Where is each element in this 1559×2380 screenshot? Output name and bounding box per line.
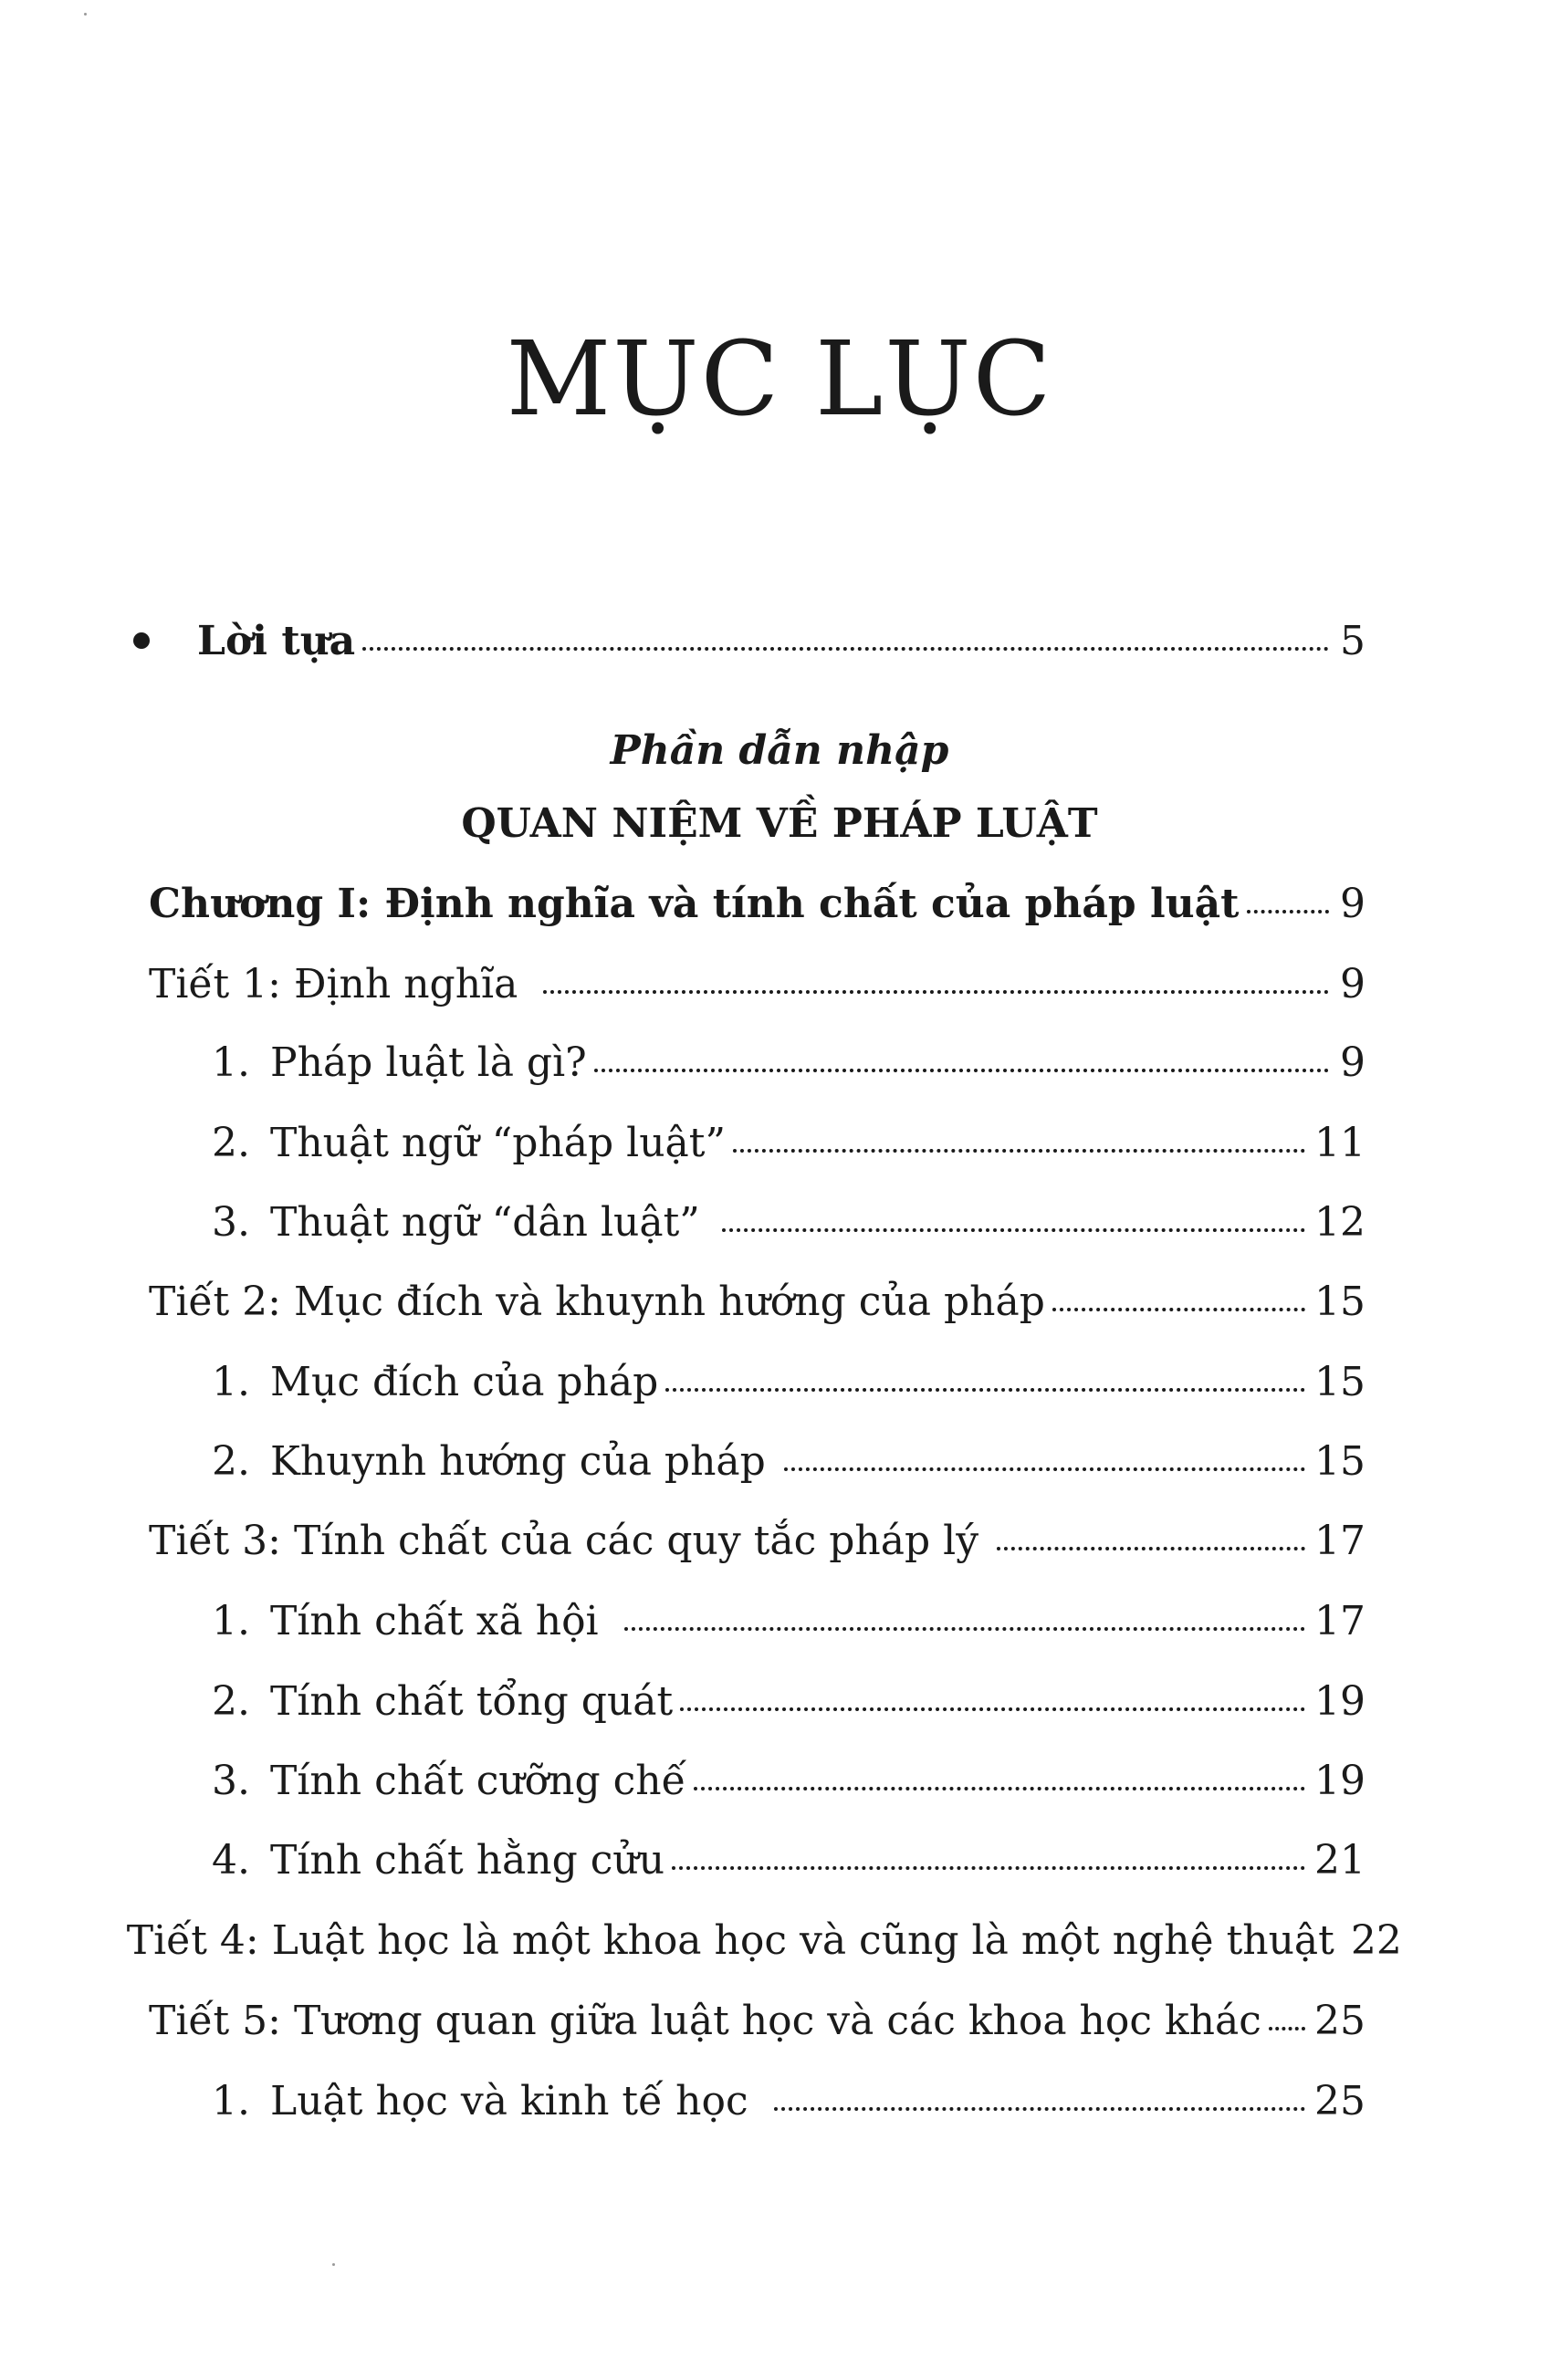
toc-entry-number: 4. [212, 1837, 250, 1884]
toc-entry-label: Luật học và kinh tế học [270, 2078, 748, 2124]
toc-entry-label: Tính chất hằng cửu [270, 1837, 665, 1884]
dot-leader [543, 981, 1329, 994]
toc-entry-item [0, 1749, 1559, 1813]
bullet-icon [133, 632, 150, 649]
dot-leader [680, 1698, 1305, 1711]
toc-entry-label: Tiết 4: Luật học là một khoa học và cũng là một nghệ thuật [126, 1917, 1334, 1964]
toc-entry-label: Tiết 5: Tương quan giữa luật học và các khoa học khác [149, 1998, 1261, 2044]
paper-speck [84, 13, 87, 16]
toc-entry-preface [0, 610, 1559, 673]
toc-entry-number: 2. [212, 1678, 250, 1725]
dot-leader [997, 1538, 1305, 1550]
toc-entry-item [0, 1351, 1559, 1414]
toc-entry-label: Lời tựa [197, 618, 356, 664]
toc-entry-page: 25 [1314, 1998, 1365, 2044]
toc-entry-page: 25 [1314, 2078, 1365, 2124]
toc-entry-item [0, 1670, 1559, 1734]
dot-leader [624, 1618, 1305, 1631]
toc-entry-page: 9 [1340, 961, 1365, 1007]
dot-leader [1247, 901, 1330, 913]
dot-leader [1052, 1299, 1305, 1311]
toc-entry-page: 9 [1340, 1039, 1365, 1086]
toc-entry-label: Tiết 1: Định nghĩa [149, 961, 518, 1007]
toc-entry-page: 19 [1314, 1758, 1365, 1804]
toc-entry-label: Chương I: Định nghĩa và tính chất của pháp luật [149, 881, 1240, 927]
dot-leader [1269, 2018, 1305, 2030]
toc-entry-section [0, 1909, 1559, 1973]
toc-entry-label: Pháp luật là gì? [270, 1039, 587, 1086]
toc-entry-item [0, 1590, 1559, 1654]
dot-leader [362, 638, 1329, 651]
toc-entry-label: Tính chất cưỡng chế [270, 1758, 686, 1804]
toc-entry-label: Tiết 2: Mục đích và khuynh hướng của pháp [149, 1279, 1045, 1325]
page-title: MỤC LỤC [506, 320, 1053, 439]
toc-entry-page: 15 [1314, 1438, 1365, 1485]
toc-entry-label: Thuật ngữ “pháp luật” [270, 1120, 726, 1166]
toc-entry-page: 22 [1350, 1917, 1402, 1964]
toc-entry-item [0, 1829, 1559, 1893]
toc-entry-section [0, 1270, 1559, 1334]
toc-entry-number: 3. [212, 1758, 250, 1804]
dot-leader [672, 1857, 1305, 1870]
dot-leader [594, 1060, 1329, 1072]
toc-entry-item [0, 2070, 1559, 2134]
toc-entry-number: 3. [212, 1199, 250, 1246]
toc-entry-item [0, 1031, 1559, 1095]
toc-entry-label: Khuynh hướng của pháp [270, 1438, 766, 1485]
toc-entry-label: Thuật ngữ “dân luật” [270, 1199, 700, 1246]
dot-leader [784, 1458, 1305, 1471]
toc-entry-page: 5 [1340, 618, 1365, 664]
part-label: Phần dẫn nhập [610, 727, 949, 774]
toc-entry-number: 1. [212, 1039, 250, 1086]
toc-entry-section [0, 1509, 1559, 1573]
toc-entry-page: 19 [1314, 1678, 1365, 1725]
dot-leader [774, 2098, 1305, 2111]
toc-entry-number: 2. [212, 1120, 250, 1166]
toc-entry-page: 15 [1314, 1279, 1365, 1325]
toc-entry-page: 17 [1314, 1518, 1365, 1564]
toc-entry-label: Tiết 3: Tính chất của các quy tắc pháp lý [149, 1518, 979, 1564]
part-heading: QUAN NIỆM VỀ PHÁP LUẬT [461, 800, 1098, 847]
dot-leader [733, 1140, 1305, 1153]
toc-entry-chapter-1 [0, 872, 1559, 936]
dot-leader [665, 1379, 1305, 1392]
toc-entry-section [0, 953, 1559, 1017]
toc-entry-number: 1. [212, 1598, 250, 1644]
toc-entry-page: 17 [1314, 1598, 1365, 1644]
dot-leader [722, 1219, 1305, 1232]
toc-entry-section [0, 1989, 1559, 2053]
toc-entry-page: 15 [1314, 1359, 1365, 1405]
toc-entry-item [0, 1112, 1559, 1175]
toc-entry-label: Tính chất tổng quát [270, 1678, 674, 1725]
toc-entry-label: Tính chất xã hội [270, 1598, 599, 1644]
toc-entry-item [0, 1191, 1559, 1255]
dot-leader [694, 1778, 1305, 1790]
toc-entry-label: Mục đích của pháp [270, 1359, 659, 1405]
toc-entry-number: 1. [212, 2078, 250, 2124]
paper-speck [332, 2263, 335, 2266]
toc-entry-number: 1. [212, 1359, 250, 1405]
toc-entry-item [0, 1430, 1559, 1494]
toc-entry-number: 2. [212, 1438, 250, 1485]
toc-entry-page: 21 [1314, 1837, 1365, 1884]
toc-entry-page: 11 [1314, 1120, 1365, 1166]
toc-entry-page: 9 [1340, 881, 1365, 927]
toc-entry-page: 12 [1314, 1199, 1365, 1246]
